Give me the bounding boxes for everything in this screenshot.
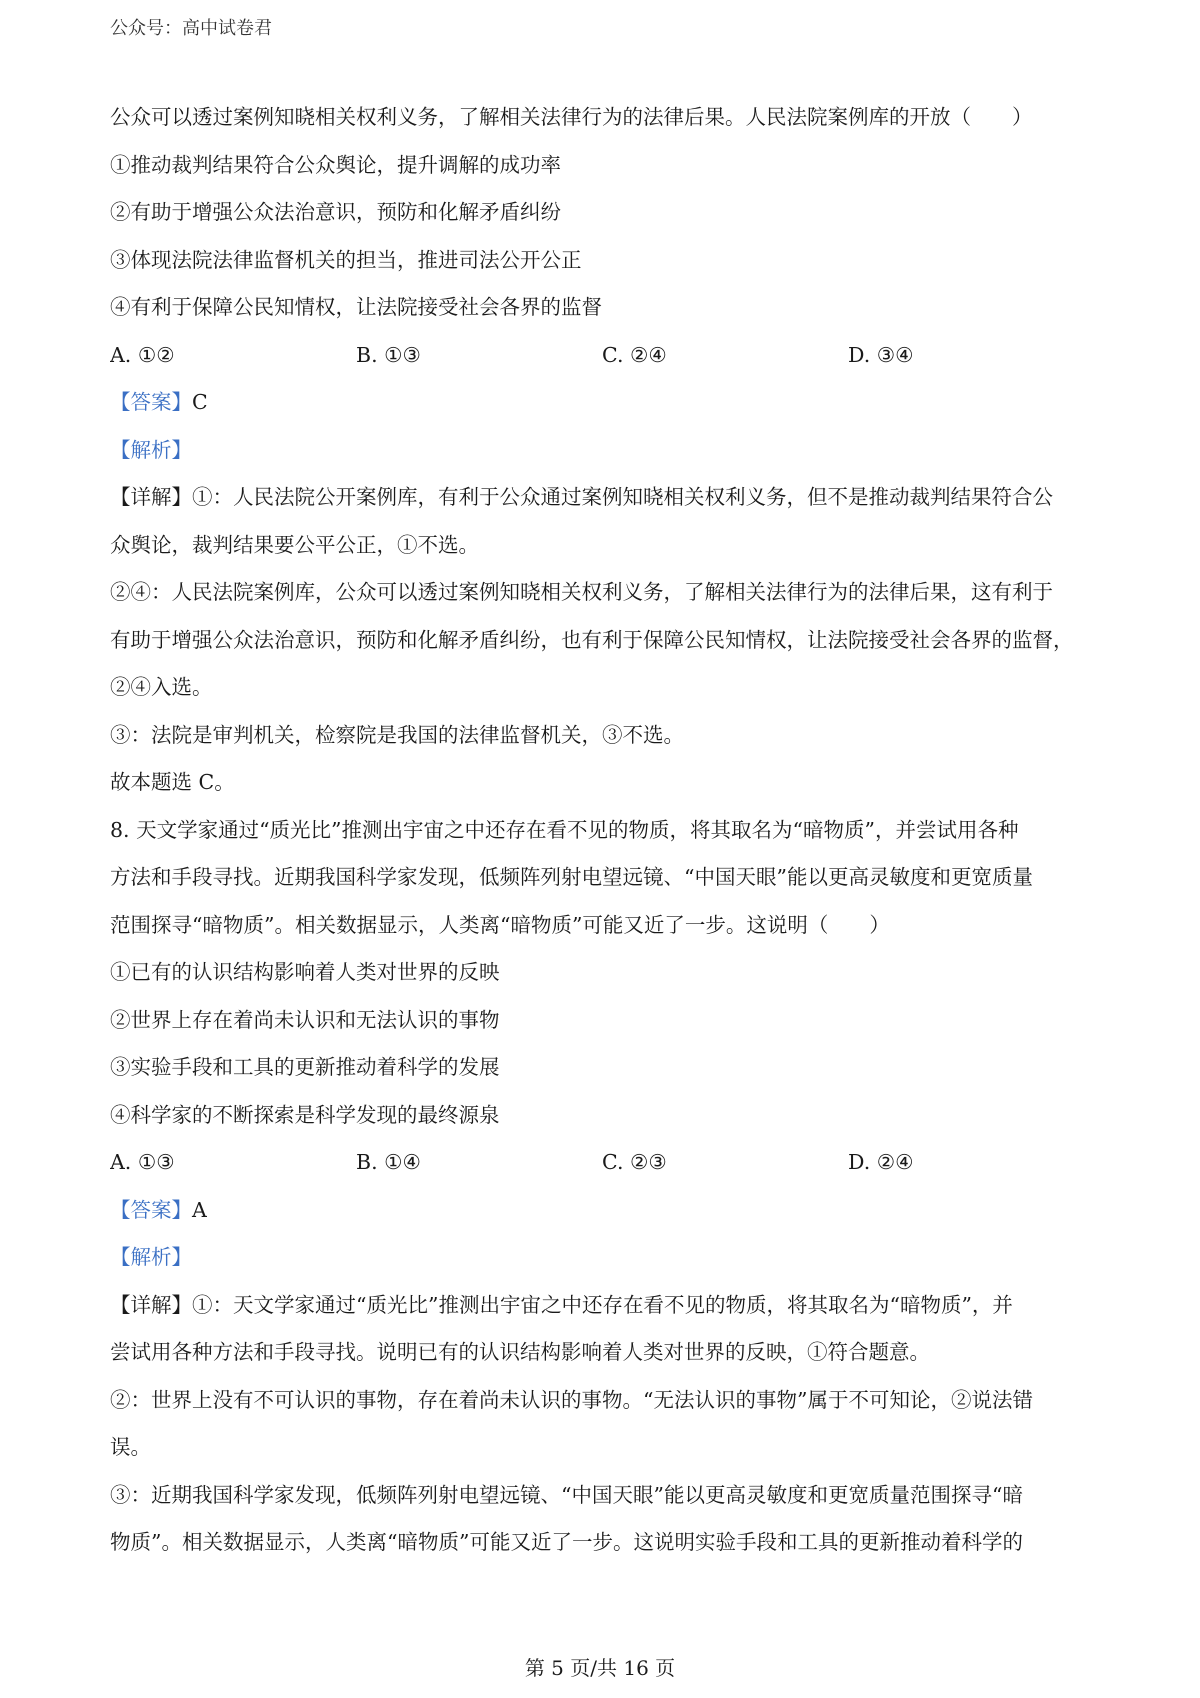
q7-detail-line: ②④入选。 — [110, 675, 213, 699]
q7-statement-3: ③体现法院法律监督机关的担当，推进司法公开公正 — [110, 247, 582, 272]
q7-detail-line: ②④：人民法院案例库，公众可以透过案例知晓相关权利义务，了解相关法律行为的法律后果，这有利于 — [110, 580, 1053, 604]
q7-detail-line: ③：法院是审判机关，检察院是我国的法律监督机关，③不选。 — [110, 722, 684, 747]
q7-answer — [110, 379, 1095, 427]
q8-option-a: A. ①③ — [110, 1150, 175, 1174]
q8-option-d: D. ②④ — [848, 1150, 914, 1174]
q8-detail-line: ②：世界上没有不可认识的事物，存在着尚未认识的事物。“无法认识的事物”属于不可知论，②说法错 — [110, 1387, 1033, 1412]
q8-statement-1: ①已有的认识结构影响着人类对世界的反映 — [110, 960, 500, 984]
q7-detail-line: 【详解】①：人民法院公开案例库，有利于公众通过案例知晓相关权利义务，但不是推动裁判结果符合公 — [110, 485, 1053, 509]
q8-answer-value: A — [192, 1197, 207, 1222]
q7-options — [110, 332, 1095, 380]
q8-stem-line: 8. 天文学家通过“质光比”推测出宇宙之中还存在看不见的物质，将其取名为“暗物质”，并尝试用各种 — [110, 817, 1019, 842]
q8-analysis — [110, 1234, 1095, 1282]
analysis-tag: 【解析】 — [110, 437, 192, 462]
q8-options — [110, 1139, 1095, 1187]
document-body — [110, 94, 1095, 1567]
page-number: 第 5 页/共 16 页 — [524, 1656, 676, 1680]
q7-conclusion: 故本题选 C。 — [110, 770, 235, 794]
page-header: 公众号：高中试卷君 — [110, 18, 272, 39]
q7-option-d: D. ③④ — [848, 342, 914, 367]
q8-detail-line: 尝试用各种方法和手段寻找。说明已有的认识结构影响着人类对世界的反映，①符合题意。 — [110, 1340, 930, 1364]
q8-detail-line: 误。 — [110, 1435, 151, 1459]
q8-detail-line: ③：近期我国科学家发现，低频阵列射电望远镜、“中国天眼”能以更高灵敏度和更宽质量范围探寻“暗 — [110, 1482, 1023, 1507]
answer-tag: 【答案】 — [110, 1197, 192, 1222]
q8-answer — [110, 1187, 1095, 1235]
q8-detail-line: 物质”。相关数据显示，人类离“暗物质”可能又近了一步。这说明实验手段和工具的更新推动着科学的 — [110, 1530, 1023, 1554]
q7-option-b: B. ①③ — [356, 342, 421, 367]
q8-statement-3: ③实验手段和工具的更新推动着科学的发展 — [110, 1055, 500, 1079]
q8-option-c: C. ②③ — [602, 1150, 667, 1174]
answer-tag: 【答案】 — [110, 390, 192, 414]
q8-statement-4: ④科学家的不断探索是科学发现的最终源泉 — [110, 1102, 500, 1127]
q7-statement-4: ④有利于保障公民知情权，让法院接受社会各界的监督 — [110, 295, 602, 319]
q8-stem-line: 方法和手段寻找。近期我国科学家发现，低频阵列射电望远镜、“中国天眼”能以更高灵敏度和更宽质量 — [110, 865, 1033, 889]
q7-statement-1: ①推动裁判结果符合公众舆论，提升调解的成功率 — [110, 152, 561, 177]
q7-answer-value: C — [192, 390, 208, 414]
q8-statement-2: ②世界上存在着尚未认识和无法认识的事物 — [110, 1007, 500, 1032]
q7-detail-line: 有助于增强公众法治意识，预防和化解矛盾纠纷，也有利于保障公民知情权，让法院接受社会各界的监督， — [110, 627, 1074, 652]
q7-option-a: A. ①② — [110, 342, 175, 367]
q8-stem-line: 范围探寻“暗物质”。相关数据显示，人类离“暗物质”可能又近了一步。这说明（ ） — [110, 912, 890, 937]
q8-detail-line: 【详解】①：天文学家通过“质光比”推测出宇宙之中还存在看不见的物质，将其取名为“暗物质”，并 — [110, 1292, 1013, 1317]
analysis-tag: 【解析】 — [110, 1245, 192, 1269]
q7-stem: 公众可以透过案例知晓相关权利义务，了解相关法律行为的法律后果。人民法院案例库的开放（ ） — [110, 105, 1033, 129]
q7-statement-2: ②有助于增强公众法治意识，预防和化解矛盾纠纷 — [110, 200, 561, 224]
q7-detail-line: 众舆论，裁判结果要公平公正，①不选。 — [110, 532, 479, 557]
q7-option-c: C. ②④ — [602, 342, 667, 367]
q8-option-b: B. ①④ — [356, 1150, 421, 1174]
q7-analysis — [110, 427, 1095, 475]
